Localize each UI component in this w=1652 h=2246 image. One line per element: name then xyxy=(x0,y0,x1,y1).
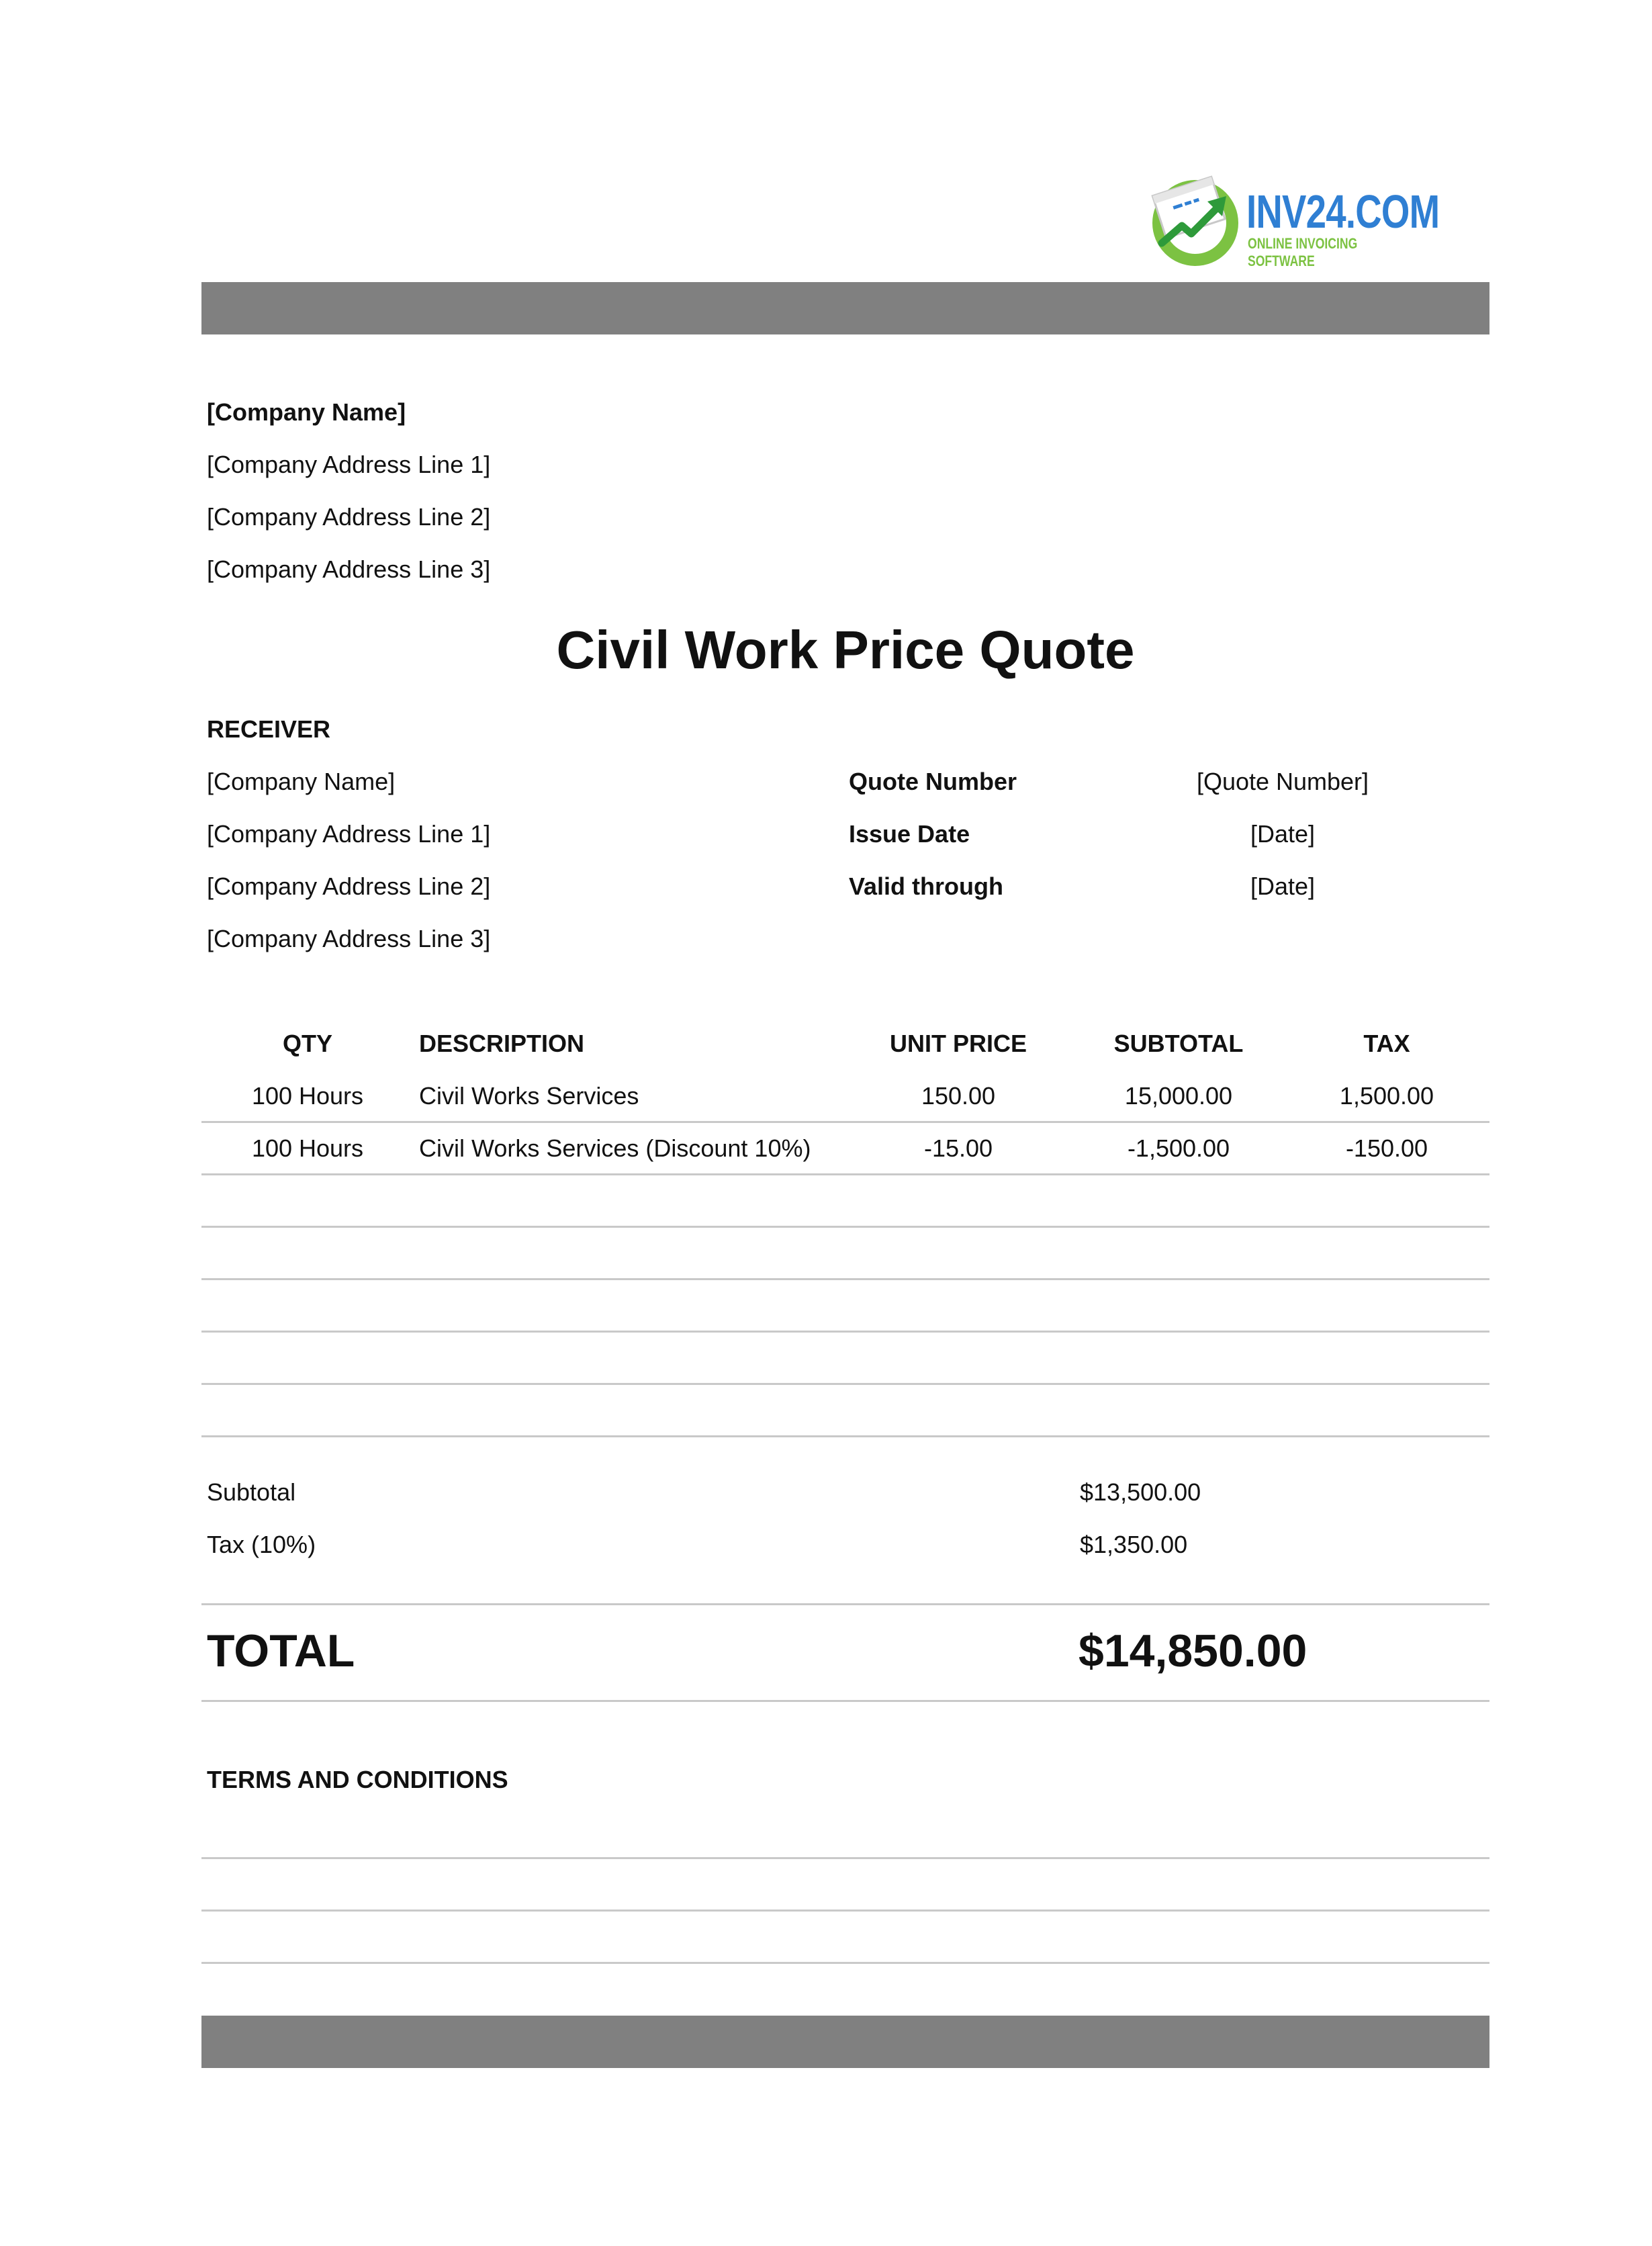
sender-address-line-3: [Company Address Line 3] xyxy=(207,555,491,583)
receiver-company-name: [Company Name] xyxy=(207,768,396,795)
row-divider xyxy=(201,1173,1489,1175)
header-bar xyxy=(201,282,1489,334)
terms-line xyxy=(201,1962,1489,1964)
total-bottom-rule xyxy=(201,1700,1489,1702)
terms-heading: TERMS AND CONDITIONS xyxy=(207,1766,508,1793)
logo-brand-text: INV24.COM xyxy=(1246,185,1440,238)
issue-date-value: [Date] xyxy=(1250,820,1316,848)
sender-address-line-2: [Company Address Line 2] xyxy=(207,503,491,531)
terms-line xyxy=(201,1857,1489,1859)
row-subtotal: -1,500.00 xyxy=(1127,1134,1230,1162)
valid-through-value: [Date] xyxy=(1250,872,1316,900)
invoice-arrow-icon xyxy=(1147,168,1248,269)
subtotal-value: $13,500.00 xyxy=(1080,1478,1201,1506)
total-top-rule xyxy=(201,1603,1489,1605)
sender-company-name: [Company Name] xyxy=(207,398,406,426)
valid-through-label: Valid through xyxy=(849,872,1003,900)
column-header-subtotal: SUBTOTAL xyxy=(1113,1030,1244,1057)
logo-tagline: ONLINE INVOICING SOFTWARE xyxy=(1248,235,1358,269)
empty-row-divider xyxy=(201,1278,1489,1280)
table-bottom-rule xyxy=(201,1435,1489,1437)
tax-label: Tax (10%) xyxy=(207,1531,316,1558)
company-logo xyxy=(1147,168,1442,269)
quote-number-value: [Quote Number] xyxy=(1196,768,1369,795)
tax-value: $1,350.00 xyxy=(1080,1531,1188,1558)
row-qty: 100 Hours xyxy=(251,1134,364,1162)
page-title: Civil Work Price Quote xyxy=(556,620,1135,680)
row-unit-price: -15.00 xyxy=(923,1134,993,1162)
column-header-description: DESCRIPTION xyxy=(419,1030,585,1057)
column-header-unit-price: UNIT PRICE xyxy=(889,1030,1027,1057)
issue-date-label: Issue Date xyxy=(849,820,970,848)
row-description: Civil Works Services xyxy=(419,1082,639,1110)
empty-row-divider xyxy=(201,1331,1489,1333)
receiver-address-line-3: [Company Address Line 3] xyxy=(207,925,491,952)
row-subtotal: 15,000.00 xyxy=(1124,1082,1233,1110)
empty-row-divider xyxy=(201,1226,1489,1228)
footer-bar xyxy=(201,2016,1489,2068)
row-divider xyxy=(201,1121,1489,1123)
quote-number-label: Quote Number xyxy=(849,768,1017,795)
row-unit-price: 150.00 xyxy=(921,1082,996,1110)
row-tax: 1,500.00 xyxy=(1339,1082,1434,1110)
terms-line xyxy=(201,1910,1489,1912)
column-header-qty: QTY xyxy=(282,1030,332,1057)
row-description: Civil Works Services (Discount 10%) xyxy=(419,1134,811,1162)
row-qty: 100 Hours xyxy=(251,1082,364,1110)
receiver-heading: RECEIVER xyxy=(207,715,331,743)
total-value: $14,850.00 xyxy=(1079,1625,1307,1676)
sender-address-line-1: [Company Address Line 1] xyxy=(207,451,491,478)
total-label: TOTAL xyxy=(207,1625,355,1676)
column-header-tax: TAX xyxy=(1363,1030,1410,1057)
row-tax: -150.00 xyxy=(1345,1134,1428,1162)
empty-row-divider xyxy=(201,1383,1489,1385)
receiver-address-line-2: [Company Address Line 2] xyxy=(207,872,491,900)
subtotal-label: Subtotal xyxy=(207,1478,296,1506)
receiver-address-line-1: [Company Address Line 1] xyxy=(207,820,491,848)
